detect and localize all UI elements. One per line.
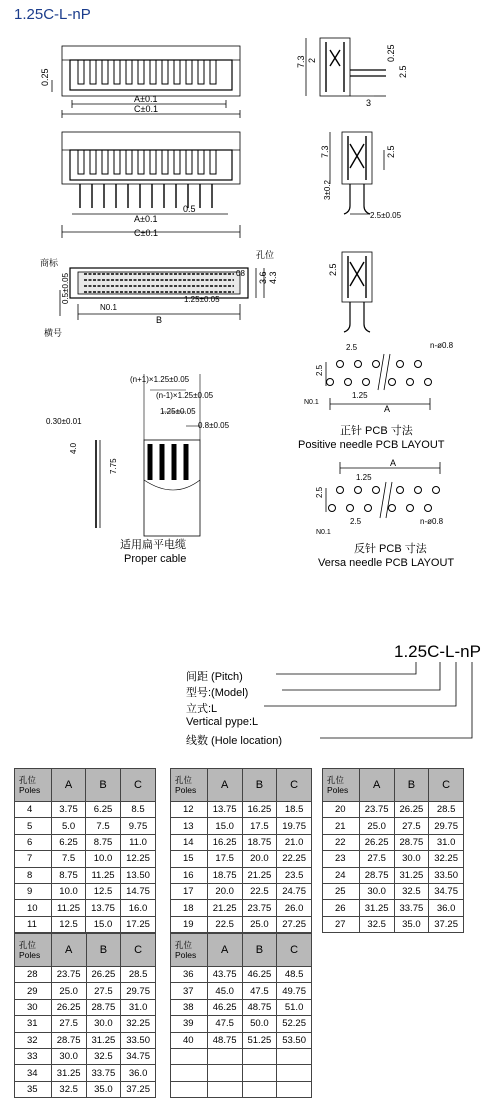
table-row bbox=[15, 818, 156, 834]
poles-header: 孔位 Poles bbox=[171, 769, 208, 802]
b-cell: 8.75 bbox=[86, 834, 121, 850]
a-cell: 20.0 bbox=[207, 883, 242, 899]
b-cell bbox=[242, 1065, 277, 1081]
c-cell: 22.25 bbox=[277, 851, 312, 867]
side-dim-25: 2.5 bbox=[398, 65, 408, 78]
label-08: 08 bbox=[236, 269, 245, 278]
a-cell: 31.25 bbox=[51, 1065, 86, 1081]
b-cell: 12.5 bbox=[86, 883, 121, 899]
a-cell: 22.5 bbox=[207, 916, 242, 932]
table-row bbox=[15, 1065, 156, 1081]
table-row bbox=[15, 802, 156, 818]
a-cell: 43.75 bbox=[207, 967, 242, 983]
col-b: B bbox=[242, 934, 277, 967]
b-cell: 28.75 bbox=[394, 834, 429, 850]
b-cell: 26.25 bbox=[394, 802, 429, 818]
b-cell: 11.25 bbox=[86, 867, 121, 883]
col-b: B bbox=[394, 769, 429, 802]
a-cell: 32.5 bbox=[51, 1081, 86, 1097]
col-a: A bbox=[207, 769, 242, 802]
b-cell: 28.75 bbox=[86, 999, 121, 1015]
poles-cell: 21 bbox=[323, 818, 360, 834]
c-cell: 23.5 bbox=[277, 867, 312, 883]
side3-dim-25: 2.5 bbox=[328, 263, 338, 276]
c-cell: 8.5 bbox=[121, 802, 156, 818]
c-cell: 12.25 bbox=[121, 851, 156, 867]
b-cell: 32.5 bbox=[86, 1048, 121, 1064]
poles-cell: 40 bbox=[171, 1032, 208, 1048]
table-row bbox=[323, 802, 464, 818]
a-cell: 26.25 bbox=[359, 834, 394, 850]
poles-cell: 7 bbox=[15, 851, 52, 867]
dim-c-middle: C±0.1 bbox=[134, 228, 158, 238]
col-a: A bbox=[207, 934, 242, 967]
b-cell: 18.75 bbox=[242, 834, 277, 850]
col-b: B bbox=[242, 769, 277, 802]
code-vertical-cn: 立式:L bbox=[186, 703, 218, 715]
pcb2-dim-hole: n-ø0.8 bbox=[420, 517, 444, 526]
c-cell: 33.50 bbox=[429, 867, 464, 883]
col-a: A bbox=[359, 769, 394, 802]
a-cell: 45.0 bbox=[207, 983, 242, 999]
poles-table-3 bbox=[322, 768, 464, 933]
b-cell: 31.25 bbox=[394, 867, 429, 883]
poles-cell: 29 bbox=[15, 983, 52, 999]
table-row bbox=[171, 802, 312, 818]
c-cell: 34.75 bbox=[121, 1048, 156, 1064]
a-cell: 12.5 bbox=[52, 916, 86, 932]
b-cell: 22.5 bbox=[242, 883, 277, 899]
poles-cell: 9 bbox=[15, 883, 52, 899]
c-cell: 31.0 bbox=[429, 834, 464, 850]
a-cell: 48.75 bbox=[207, 1032, 242, 1048]
table-row bbox=[15, 967, 156, 983]
label-slot: 横号 bbox=[44, 328, 63, 338]
side-dim-73: 7.3 bbox=[296, 55, 306, 68]
poles-cell: 24 bbox=[323, 867, 360, 883]
poles-cell: 25 bbox=[323, 883, 360, 899]
pcb1-dim-25b: 2.5 bbox=[315, 364, 324, 376]
c-cell: 37.25 bbox=[121, 1081, 156, 1097]
table-row bbox=[171, 834, 312, 850]
poles-cell: 13 bbox=[171, 818, 208, 834]
a-cell: 30.0 bbox=[359, 883, 394, 899]
cable-dim-775: 7.75 bbox=[109, 458, 118, 474]
table-row bbox=[15, 916, 156, 932]
pcb1-n01: N0.1 bbox=[304, 399, 319, 406]
dim-a-middle: A±0.1 bbox=[134, 214, 158, 224]
code-vertical-en: Vertical pype:L bbox=[186, 716, 259, 728]
b-cell: 10.0 bbox=[86, 851, 121, 867]
table-row bbox=[323, 834, 464, 850]
dim-05-005: 0.5±0.05 bbox=[61, 272, 70, 304]
poles-cell: 18 bbox=[171, 900, 208, 916]
pcb1-dim-a: A bbox=[384, 404, 391, 414]
b-cell: 48.75 bbox=[242, 999, 277, 1015]
pcb1-dim-hole: n-ø0.8 bbox=[430, 341, 454, 350]
table-row bbox=[323, 916, 464, 932]
cable-dim-n-1: (n-1)×1.25±0.05 bbox=[156, 391, 214, 400]
col-a: A bbox=[51, 934, 86, 967]
c-cell: 52.25 bbox=[277, 1016, 312, 1032]
c-cell: 21.0 bbox=[277, 834, 312, 850]
pcb2-title-cn: 反针 PCB 寸法 bbox=[354, 543, 427, 555]
poles-cell bbox=[171, 1081, 208, 1097]
a-cell: 47.5 bbox=[207, 1016, 242, 1032]
cable-caption-cn: 适用扁平电缆 bbox=[120, 539, 186, 551]
table-row bbox=[15, 999, 156, 1015]
table-row bbox=[171, 867, 312, 883]
cable-dim-40: 4.0 bbox=[69, 442, 78, 454]
poles-header: 孔位 Poles bbox=[323, 769, 360, 802]
a-cell: 7.5 bbox=[52, 851, 86, 867]
b-cell: 13.75 bbox=[86, 900, 121, 916]
a-cell: 28.75 bbox=[359, 867, 394, 883]
a-cell bbox=[207, 1081, 242, 1097]
pcb2-title-en: Versa needle PCB LAYOUT bbox=[318, 557, 455, 569]
b-cell: 17.5 bbox=[242, 818, 277, 834]
col-c: C bbox=[277, 934, 312, 967]
table-row bbox=[15, 1048, 156, 1064]
poles-header: 孔位 Poles bbox=[171, 934, 208, 967]
poles-header: 孔位 Poles bbox=[15, 769, 52, 802]
c-cell: 49.75 bbox=[277, 983, 312, 999]
pcb2-n01: N0.1 bbox=[316, 529, 331, 536]
c-cell: 51.0 bbox=[277, 999, 312, 1015]
poles-cell: 15 bbox=[171, 851, 208, 867]
c-cell bbox=[277, 1081, 312, 1097]
a-cell: 27.5 bbox=[51, 1016, 86, 1032]
a-cell: 17.5 bbox=[207, 851, 242, 867]
poles-cell: 31 bbox=[15, 1016, 52, 1032]
a-cell: 8.75 bbox=[52, 867, 86, 883]
a-cell: 25.0 bbox=[51, 983, 86, 999]
table-row bbox=[171, 1016, 312, 1032]
b-cell: 46.25 bbox=[242, 967, 277, 983]
col-b: B bbox=[86, 769, 121, 802]
cable-dim-125: 1.25±0.05 bbox=[160, 407, 196, 416]
pcb2-dim-a: A bbox=[390, 458, 397, 468]
b-cell: 23.75 bbox=[242, 900, 277, 916]
table-row bbox=[171, 851, 312, 867]
b-cell: 35.0 bbox=[86, 1081, 121, 1097]
c-cell: 48.5 bbox=[277, 967, 312, 983]
col-a: A bbox=[52, 769, 86, 802]
side2-dim-73: 7.3 bbox=[320, 145, 330, 158]
a-cell: 15.0 bbox=[207, 818, 242, 834]
table-row bbox=[15, 1016, 156, 1032]
poles-cell: 20 bbox=[323, 802, 360, 818]
c-cell: 34.75 bbox=[429, 883, 464, 899]
b-cell: 51.25 bbox=[242, 1032, 277, 1048]
poles-table-2 bbox=[170, 768, 312, 933]
b-cell: 30.0 bbox=[86, 1016, 121, 1032]
b-cell: 27.5 bbox=[86, 983, 121, 999]
poles-cell: 8 bbox=[15, 867, 52, 883]
table-row bbox=[171, 1048, 312, 1064]
pcb1-dim-25a: 2.5 bbox=[346, 343, 358, 352]
poles-cell: 27 bbox=[323, 916, 360, 932]
table-row bbox=[323, 818, 464, 834]
a-cell: 46.25 bbox=[207, 999, 242, 1015]
c-cell: 36.0 bbox=[429, 900, 464, 916]
col-b: B bbox=[86, 934, 121, 967]
b-cell: 32.5 bbox=[394, 883, 429, 899]
c-cell: 33.50 bbox=[121, 1032, 156, 1048]
b-cell: 15.0 bbox=[86, 916, 121, 932]
col-c: C bbox=[429, 769, 464, 802]
pcb2-dim-25b: 2.5 bbox=[350, 517, 362, 526]
pcb1-title-en: Positive needle PCB LAYOUT bbox=[298, 439, 445, 451]
poles-cell: 32 bbox=[15, 1032, 52, 1048]
dim-43: 4.3 bbox=[268, 271, 278, 284]
a-cell: 25.0 bbox=[359, 818, 394, 834]
b-cell: 6.25 bbox=[86, 802, 121, 818]
poles-table-4 bbox=[14, 933, 156, 1098]
cable-dim-030: 0.30±0.01 bbox=[46, 417, 82, 426]
b-cell: 31.25 bbox=[86, 1032, 121, 1048]
c-cell: 32.25 bbox=[429, 851, 464, 867]
b-cell: 26.25 bbox=[86, 967, 121, 983]
b-cell: 7.5 bbox=[86, 818, 121, 834]
a-cell: 23.75 bbox=[51, 967, 86, 983]
table-row bbox=[171, 818, 312, 834]
col-c: C bbox=[277, 769, 312, 802]
a-cell bbox=[207, 1048, 242, 1064]
side-dim-3: 3 bbox=[366, 98, 372, 108]
a-cell: 10.0 bbox=[52, 883, 86, 899]
side-dim-025: 0.25 bbox=[386, 44, 396, 62]
c-cell: 53.50 bbox=[277, 1032, 312, 1048]
a-cell: 32.5 bbox=[359, 916, 394, 932]
side2-dim-3: 3±0.2 bbox=[323, 180, 332, 200]
a-cell: 23.75 bbox=[359, 802, 394, 818]
poles-cell: 35 bbox=[15, 1081, 52, 1097]
pcb2-dim-25a: 2.5 bbox=[315, 486, 324, 498]
pcb1-dim-125: 1.25 bbox=[352, 391, 368, 400]
c-cell: 18.5 bbox=[277, 802, 312, 818]
poles-cell: 38 bbox=[171, 999, 208, 1015]
poles-cell: 26 bbox=[323, 900, 360, 916]
label-hole: 孔位 bbox=[256, 250, 275, 260]
a-cell: 21.25 bbox=[207, 900, 242, 916]
table-row bbox=[323, 900, 464, 916]
a-cell: 6.25 bbox=[52, 834, 86, 850]
table-row bbox=[171, 1065, 312, 1081]
c-cell bbox=[277, 1065, 312, 1081]
table-row bbox=[171, 900, 312, 916]
side2-dim-25-005: 2.5±0.05 bbox=[370, 211, 402, 220]
b-cell: 30.0 bbox=[394, 851, 429, 867]
poles-cell: 11 bbox=[15, 916, 52, 932]
pcb2-dim-125: 1.25 bbox=[356, 473, 372, 482]
a-cell bbox=[207, 1065, 242, 1081]
b-cell bbox=[242, 1048, 277, 1064]
poles-cell: 14 bbox=[171, 834, 208, 850]
c-cell: 31.0 bbox=[121, 999, 156, 1015]
b-cell: 16.25 bbox=[242, 802, 277, 818]
poles-cell: 17 bbox=[171, 883, 208, 899]
a-cell: 27.5 bbox=[359, 851, 394, 867]
code-pitch: 间距 (Pitch) bbox=[186, 671, 243, 683]
c-cell: 14.75 bbox=[121, 883, 156, 899]
table-row bbox=[171, 916, 312, 932]
table-row bbox=[323, 867, 464, 883]
code-hole-location: 线数 (Hole location) bbox=[186, 735, 282, 747]
poles-cell: 12 bbox=[171, 802, 208, 818]
a-cell: 16.25 bbox=[207, 834, 242, 850]
cable-dim-n1: (n+1)×1.25±0.05 bbox=[130, 375, 190, 384]
c-cell: 37.25 bbox=[429, 916, 464, 932]
poles-cell: 34 bbox=[15, 1065, 52, 1081]
a-cell: 28.75 bbox=[51, 1032, 86, 1048]
a-cell: 5.0 bbox=[52, 818, 86, 834]
a-cell: 13.75 bbox=[207, 802, 242, 818]
poles-cell bbox=[171, 1065, 208, 1081]
c-cell: 28.5 bbox=[429, 802, 464, 818]
poles-cell: 28 bbox=[15, 967, 52, 983]
table-row bbox=[171, 1081, 312, 1097]
c-cell: 24.75 bbox=[277, 883, 312, 899]
c-cell: 36.0 bbox=[121, 1065, 156, 1081]
c-cell: 16.0 bbox=[121, 900, 156, 916]
table-row bbox=[15, 851, 156, 867]
b-cell: 33.75 bbox=[394, 900, 429, 916]
a-cell: 31.25 bbox=[359, 900, 394, 916]
table-row bbox=[15, 900, 156, 916]
poles-table-1 bbox=[14, 768, 156, 933]
c-cell: 13.50 bbox=[121, 867, 156, 883]
c-cell: 11.0 bbox=[121, 834, 156, 850]
poles-cell: 39 bbox=[171, 1016, 208, 1032]
cable-dim-08: 0.8±0.05 bbox=[198, 421, 230, 430]
a-cell: 26.25 bbox=[51, 999, 86, 1015]
table-row bbox=[323, 883, 464, 899]
c-cell: 32.25 bbox=[121, 1016, 156, 1032]
b-cell: 27.5 bbox=[394, 818, 429, 834]
table-row bbox=[171, 983, 312, 999]
poles-cell: 10 bbox=[15, 900, 52, 916]
poles-cell: 33 bbox=[15, 1048, 52, 1064]
poles-cell: 19 bbox=[171, 916, 208, 932]
label-trademark: 商标 bbox=[40, 258, 59, 268]
dim-a-top: A±0.1 bbox=[134, 94, 158, 104]
poles-cell bbox=[171, 1048, 208, 1064]
poles-table-5 bbox=[170, 933, 312, 1098]
b-cell: 50.0 bbox=[242, 1016, 277, 1032]
c-cell: 17.25 bbox=[121, 916, 156, 932]
poles-cell: 23 bbox=[323, 851, 360, 867]
table-row bbox=[15, 1081, 156, 1097]
table-row bbox=[15, 834, 156, 850]
dim-b: B bbox=[156, 315, 163, 325]
poles-cell: 37 bbox=[171, 983, 208, 999]
dim-125-005: 1.25±0.05 bbox=[184, 295, 220, 304]
c-cell: 29.75 bbox=[121, 983, 156, 999]
table-row bbox=[15, 883, 156, 899]
poles-cell: 22 bbox=[323, 834, 360, 850]
table-row bbox=[323, 851, 464, 867]
a-cell: 30.0 bbox=[51, 1048, 86, 1064]
b-cell: 33.75 bbox=[86, 1065, 121, 1081]
poles-cell: 5 bbox=[15, 818, 52, 834]
side-dim-2: 2 bbox=[307, 57, 317, 63]
poles-cell: 6 bbox=[15, 834, 52, 850]
c-cell: 26.0 bbox=[277, 900, 312, 916]
table-row bbox=[171, 999, 312, 1015]
poles-header: 孔位 Poles bbox=[15, 934, 52, 967]
table-row bbox=[171, 967, 312, 983]
table-row bbox=[171, 883, 312, 899]
b-cell: 25.0 bbox=[242, 916, 277, 932]
side2-dim-25: 2.5 bbox=[386, 145, 396, 158]
c-cell: 29.75 bbox=[429, 818, 464, 834]
b-cell bbox=[242, 1081, 277, 1097]
a-cell: 3.75 bbox=[52, 802, 86, 818]
b-cell: 35.0 bbox=[394, 916, 429, 932]
table-row bbox=[15, 1032, 156, 1048]
part-code: 1.25C-L-nP bbox=[394, 642, 481, 661]
dim-c-top: C±0.1 bbox=[134, 104, 158, 114]
dim-05: 0.5 bbox=[183, 204, 196, 214]
poles-cell: 4 bbox=[15, 802, 52, 818]
code-model: 型号:(Model) bbox=[186, 687, 249, 699]
b-cell: 20.0 bbox=[242, 851, 277, 867]
dim-36: 3.6 bbox=[258, 271, 268, 284]
col-c: C bbox=[121, 769, 156, 802]
pcb1-title-cn: 正针 PCB 寸法 bbox=[340, 425, 413, 437]
c-cell: 28.5 bbox=[121, 967, 156, 983]
b-cell: 21.25 bbox=[242, 867, 277, 883]
table-row bbox=[15, 867, 156, 883]
a-cell: 18.75 bbox=[207, 867, 242, 883]
table-row bbox=[171, 1032, 312, 1048]
a-cell: 11.25 bbox=[52, 900, 86, 916]
dim-025-left: 0.25 bbox=[40, 68, 50, 86]
table-row bbox=[15, 983, 156, 999]
c-cell: 19.75 bbox=[277, 818, 312, 834]
col-c: C bbox=[121, 934, 156, 967]
poles-cell: 30 bbox=[15, 999, 52, 1015]
poles-cell: 16 bbox=[171, 867, 208, 883]
poles-cell: 36 bbox=[171, 967, 208, 983]
c-cell: 9.75 bbox=[121, 818, 156, 834]
c-cell bbox=[277, 1048, 312, 1064]
b-cell: 47.5 bbox=[242, 983, 277, 999]
cable-caption-en: Proper cable bbox=[124, 553, 187, 565]
c-cell: 27.25 bbox=[277, 916, 312, 932]
label-n01-top: N0.1 bbox=[100, 303, 117, 312]
page-title: 1.25C-L-nP bbox=[14, 6, 91, 23]
